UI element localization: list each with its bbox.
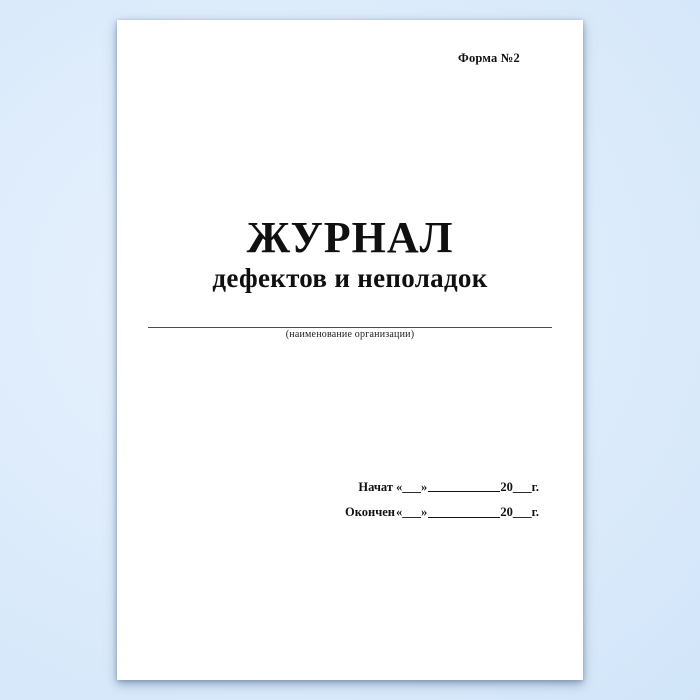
finished-row <box>345 505 539 519</box>
document-page <box>117 20 583 680</box>
organization-block <box>148 327 552 340</box>
organization-fill-line <box>148 327 552 328</box>
finished-label: Окончен <box>345 505 396 520</box>
dates-block <box>345 480 539 531</box>
title-block <box>117 213 583 294</box>
started-label: Начат <box>358 480 393 494</box>
finished-year-blank: 20___г. <box>500 505 539 520</box>
organization-caption: (наименование организации) <box>285 329 415 340</box>
started-day-blank: «___» <box>396 480 428 494</box>
started-row <box>345 480 539 494</box>
started-year-blank: 20___г. <box>500 480 539 494</box>
form-number-label: Форма №2 <box>458 51 520 65</box>
finished-fill-line <box>428 517 500 518</box>
journal-subtitle: дефектов и неполадок <box>212 263 488 293</box>
journal-title: ЖУРНАЛ <box>246 213 454 262</box>
started-fill-line <box>428 491 500 492</box>
finished-day-blank: «___» <box>396 505 428 520</box>
